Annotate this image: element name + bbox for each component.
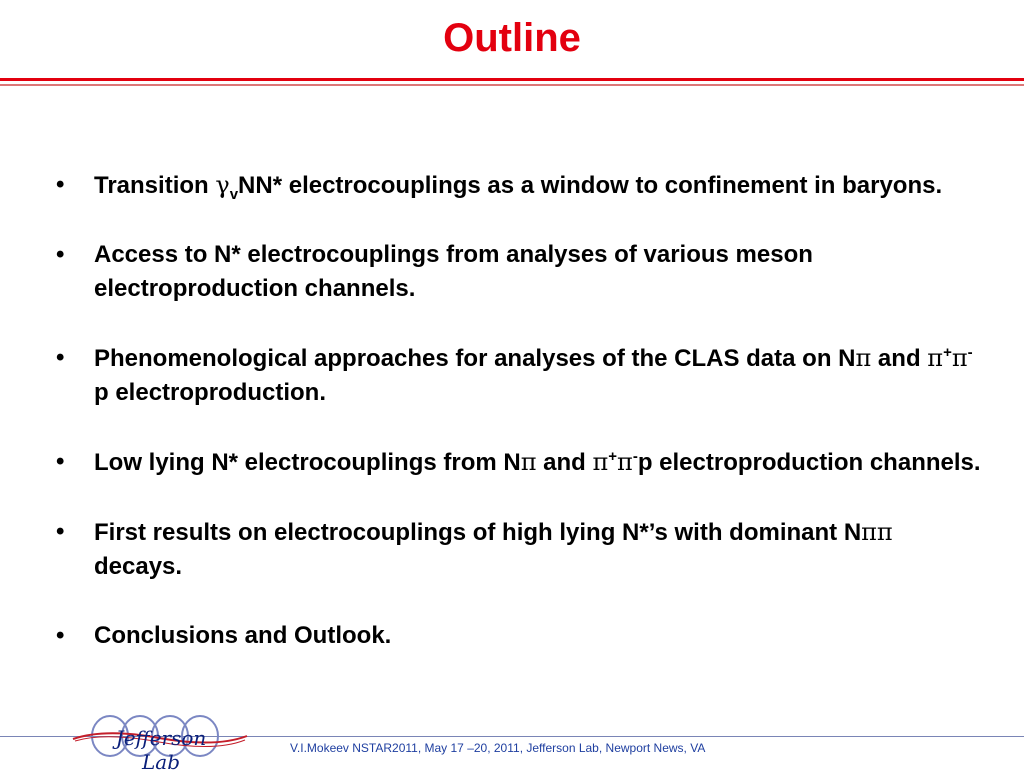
outline-list [56, 168, 986, 653]
list-item: • Phenomenological approaches for analyses of the CLAS data on Nπ and π+π-p electroproduction. [56, 341, 986, 410]
bullet-icon: • [56, 241, 65, 268]
list-item: • Low lying N* electrocouplings from Nπ and π+π-p electroproduction channels. [56, 445, 986, 480]
bullet-icon: • [56, 344, 65, 371]
bullet-icon: • [56, 171, 65, 198]
list-item: • First results on electrocouplings of high lying N*’s with dominant Nππ decays. [56, 515, 986, 584]
footer-text: V.I.Mokeev NSTAR2011, May 17 –20, 2011, Jefferson Lab, Newport News, VA [290, 741, 706, 755]
bullet-icon: • [56, 448, 65, 475]
bullet-icon: • [56, 622, 65, 649]
slide-title: Outline [443, 16, 581, 60]
title-divider [0, 78, 1024, 81]
list-item: • Access to N* electrocouplings from analyses of various meson electroproduction channels. [56, 238, 986, 306]
list-item: • Conclusions and Outlook. [56, 619, 986, 653]
title-divider-secondary [0, 84, 1024, 86]
logo-wordmark: Jefferson Lab [115, 726, 207, 774]
list-item: • Transition $\gamma_vNN*$ electrocouplings as a window to confinement in baryons. [56, 168, 986, 203]
bullet-icon: • [56, 518, 65, 545]
